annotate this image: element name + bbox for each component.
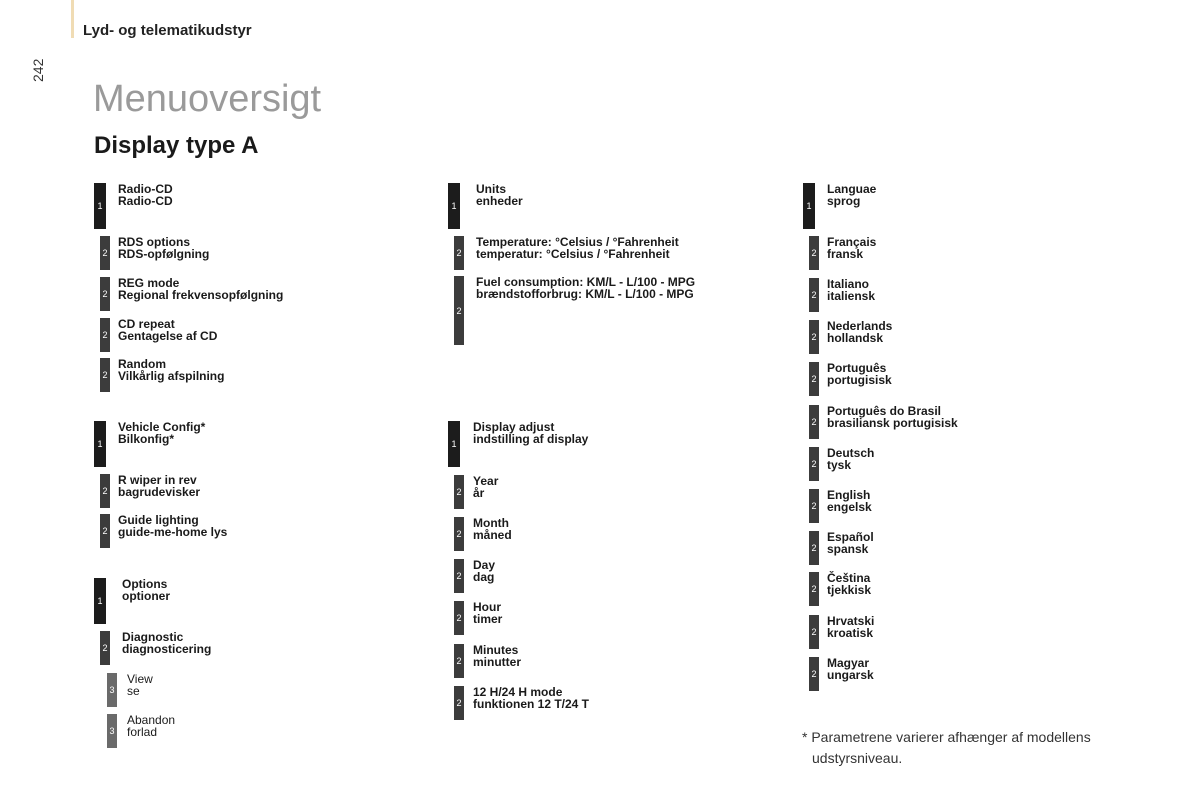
menu-item-name: Português xyxy=(827,361,887,375)
menu-level-1-marker: 1 xyxy=(94,578,106,624)
menu-item-translation: timer xyxy=(473,612,503,626)
menu-item-label xyxy=(118,358,224,382)
menu-item-translation: Radio-CD xyxy=(118,194,173,208)
menu-item-translation: brasiliansk portugisisk xyxy=(827,416,958,430)
footnote-line-2: udstyrsniveau. xyxy=(812,750,903,766)
menu-item-translation: kroatisk xyxy=(827,626,874,640)
menu-item-translation: indstilling af display xyxy=(473,432,589,446)
menu-item-label xyxy=(827,183,876,207)
menu-item-label xyxy=(827,320,892,344)
menu-item-name: Day xyxy=(473,558,496,572)
menu-level-2-marker: 2 xyxy=(100,514,110,548)
menu-level-1-marker: 1 xyxy=(94,183,106,229)
menu-level-2-marker: 2 xyxy=(809,278,819,312)
menu-item-label xyxy=(118,514,227,538)
menu-level-2-marker: 2 xyxy=(809,531,819,565)
menu-item-name: Español xyxy=(827,530,874,544)
menu-item-label xyxy=(473,601,502,625)
menu-item-label xyxy=(122,578,170,602)
menu-item-name: Random xyxy=(118,357,166,371)
menu-level-2-marker: 2 xyxy=(809,657,819,691)
menu-item-label xyxy=(473,644,521,668)
menu-item-name: Português do Brasil xyxy=(827,404,942,418)
menu-level-2-marker: 2 xyxy=(809,236,819,270)
menu-item-label xyxy=(118,236,209,260)
menu-item-label xyxy=(827,657,874,681)
menu-item-label xyxy=(827,615,874,639)
menu-item-translation: bagrudevisker xyxy=(118,485,201,499)
menu-item-name: R wiper in rev xyxy=(118,473,197,487)
menu-item-label xyxy=(118,318,217,342)
menu-item-translation: minutter xyxy=(473,655,521,669)
menu-item-translation: år xyxy=(473,486,485,500)
menu-item-label xyxy=(827,278,875,302)
menu-item-translation: Vilkårlig afspilning xyxy=(118,369,225,383)
menu-item-translation: fransk xyxy=(827,247,864,261)
page-subtitle: Display type A xyxy=(94,132,259,159)
menu-level-2-marker: 2 xyxy=(454,276,464,345)
menu-item-name: Čeština xyxy=(827,571,871,585)
menu-item-translation: temperatur: °Celsius / °Fahrenheit xyxy=(476,247,670,261)
menu-item-name: Hrvatski xyxy=(827,614,875,628)
menu-level-2-marker: 2 xyxy=(809,362,819,396)
menu-item-name: Diagnostic xyxy=(122,630,184,644)
menu-level-2-marker: 2 xyxy=(454,559,464,593)
menu-level-2-marker: 2 xyxy=(100,474,110,508)
menu-level-3-marker: 3 xyxy=(107,673,117,707)
menu-item-label xyxy=(476,183,523,207)
menu-item-label xyxy=(473,686,589,710)
menu-item-name: Nederlands xyxy=(827,319,893,333)
menu-item-name: Abandon xyxy=(127,713,176,727)
menu-item-name: Options xyxy=(122,577,168,591)
menu-item-label xyxy=(476,236,679,260)
menu-item-label xyxy=(118,421,205,445)
menu-item-translation: guide-me-home lys xyxy=(118,525,228,539)
menu-item-translation: dag xyxy=(473,570,495,584)
menu-item-translation: Bilkonfig* xyxy=(118,432,174,446)
menu-level-2-marker: 2 xyxy=(454,601,464,635)
menu-level-3-marker: 3 xyxy=(107,714,117,748)
menu-item-translation: funktionen 12 T/24 T xyxy=(473,697,590,711)
menu-level-2-marker: 2 xyxy=(454,475,464,509)
menu-item-label xyxy=(127,673,153,697)
menu-item-translation: spansk xyxy=(827,542,869,556)
menu-item-name: View xyxy=(127,672,153,686)
menu-item-label xyxy=(473,559,495,583)
menu-item-translation: ungarsk xyxy=(827,668,874,682)
menu-item-translation: RDS-opfølgning xyxy=(118,247,210,261)
menu-level-2-marker: 2 xyxy=(809,447,819,481)
menu-level-2-marker: 2 xyxy=(809,615,819,649)
menu-item-name: Hour xyxy=(473,600,501,614)
menu-item-name: Deutsch xyxy=(827,446,875,460)
menu-item-translation: portugisisk xyxy=(827,373,892,387)
menu-item-label xyxy=(827,489,872,513)
menu-item-translation: enheder xyxy=(476,194,523,208)
menu-item-translation: måned xyxy=(473,528,512,542)
menu-item-label xyxy=(827,447,874,471)
menu-item-translation: tysk xyxy=(827,458,852,472)
menu-level-1-marker: 1 xyxy=(94,421,106,467)
section-header: Lyd- og telematikudstyr xyxy=(83,22,252,39)
menu-item-name: Minutes xyxy=(473,643,519,657)
menu-level-2-marker: 2 xyxy=(809,405,819,439)
menu-item-label xyxy=(118,277,283,301)
menu-item-name: Français xyxy=(827,235,877,249)
menu-level-2-marker: 2 xyxy=(100,318,110,352)
menu-item-label xyxy=(127,714,175,738)
menu-level-2-marker: 2 xyxy=(100,277,110,311)
menu-item-name: Italiano xyxy=(827,277,870,291)
menu-item-translation: optioner xyxy=(122,589,170,603)
menu-item-name: Units xyxy=(476,182,506,196)
menu-level-2-marker: 2 xyxy=(454,686,464,720)
menu-level-2-marker: 2 xyxy=(809,489,819,523)
menu-level-1-marker: 1 xyxy=(448,183,460,229)
menu-item-label xyxy=(827,362,892,386)
menu-item-translation: brændstofforbrug: KM/L - L/100 - MPG xyxy=(476,287,694,301)
menu-item-name: Guide lighting xyxy=(118,513,199,527)
footnote-line-1: * Parametrene varierer afhænger af modellens xyxy=(802,729,1091,745)
page-number: 242 xyxy=(30,58,46,82)
menu-item-translation: sprog xyxy=(827,194,861,208)
menu-item-label xyxy=(476,276,695,300)
menu-level-2-marker: 2 xyxy=(454,644,464,678)
menu-item-name: Display adjust xyxy=(473,420,555,434)
menu-item-label xyxy=(118,474,200,498)
menu-level-2-marker: 2 xyxy=(454,236,464,270)
menu-item-translation: diagnosticering xyxy=(122,642,212,656)
menu-item-translation: Gentagelse af CD xyxy=(118,329,218,343)
menu-item-name: RDS options xyxy=(118,235,190,249)
menu-item-label xyxy=(473,475,498,499)
menu-item-name: Month xyxy=(473,516,509,530)
menu-item-name: Magyar xyxy=(827,656,870,670)
menu-item-translation: italiensk xyxy=(827,289,876,303)
menu-item-label xyxy=(122,631,211,655)
footnote xyxy=(802,727,1091,769)
menu-level-2-marker: 2 xyxy=(100,631,110,665)
menu-item-label xyxy=(827,236,876,260)
menu-item-translation: hollandsk xyxy=(827,331,884,345)
menu-item-label xyxy=(473,421,588,445)
menu-level-2-marker: 2 xyxy=(454,517,464,551)
menu-item-translation: Regional frekvensopfølgning xyxy=(118,288,284,302)
header-accent-bar xyxy=(71,0,74,38)
menu-item-name: Radio-CD xyxy=(118,182,173,196)
menu-item-label xyxy=(473,517,512,541)
menu-level-2-marker: 2 xyxy=(100,236,110,270)
menu-item-name: Vehicle Config* xyxy=(118,420,206,434)
menu-level-1-marker: 1 xyxy=(448,421,460,467)
menu-item-label xyxy=(827,572,871,596)
menu-level-2-marker: 2 xyxy=(100,358,110,392)
menu-level-1-marker: 1 xyxy=(803,183,815,229)
menu-item-name: English xyxy=(827,488,871,502)
menu-level-2-marker: 2 xyxy=(809,572,819,606)
menu-item-translation: forlad xyxy=(127,725,158,739)
menu-item-translation: engelsk xyxy=(827,500,872,514)
menu-item-name: Fuel consumption: KM/L - L/100 - MPG xyxy=(476,275,696,289)
menu-item-label xyxy=(827,405,958,429)
menu-item-label xyxy=(827,531,874,555)
page-title: Menuoversigt xyxy=(93,78,322,120)
menu-item-name: Languae xyxy=(827,182,877,196)
menu-item-label xyxy=(118,183,173,207)
menu-item-name: REG mode xyxy=(118,276,180,290)
menu-item-translation: se xyxy=(127,684,140,698)
menu-item-name: Year xyxy=(473,474,499,488)
menu-item-name: Temperature: °Celsius / °Fahrenheit xyxy=(476,235,679,249)
menu-item-name: 12 H/24 H mode xyxy=(473,685,563,699)
menu-item-name: CD repeat xyxy=(118,317,175,331)
menu-level-2-marker: 2 xyxy=(809,320,819,354)
menu-item-translation: tjekkisk xyxy=(827,583,872,597)
